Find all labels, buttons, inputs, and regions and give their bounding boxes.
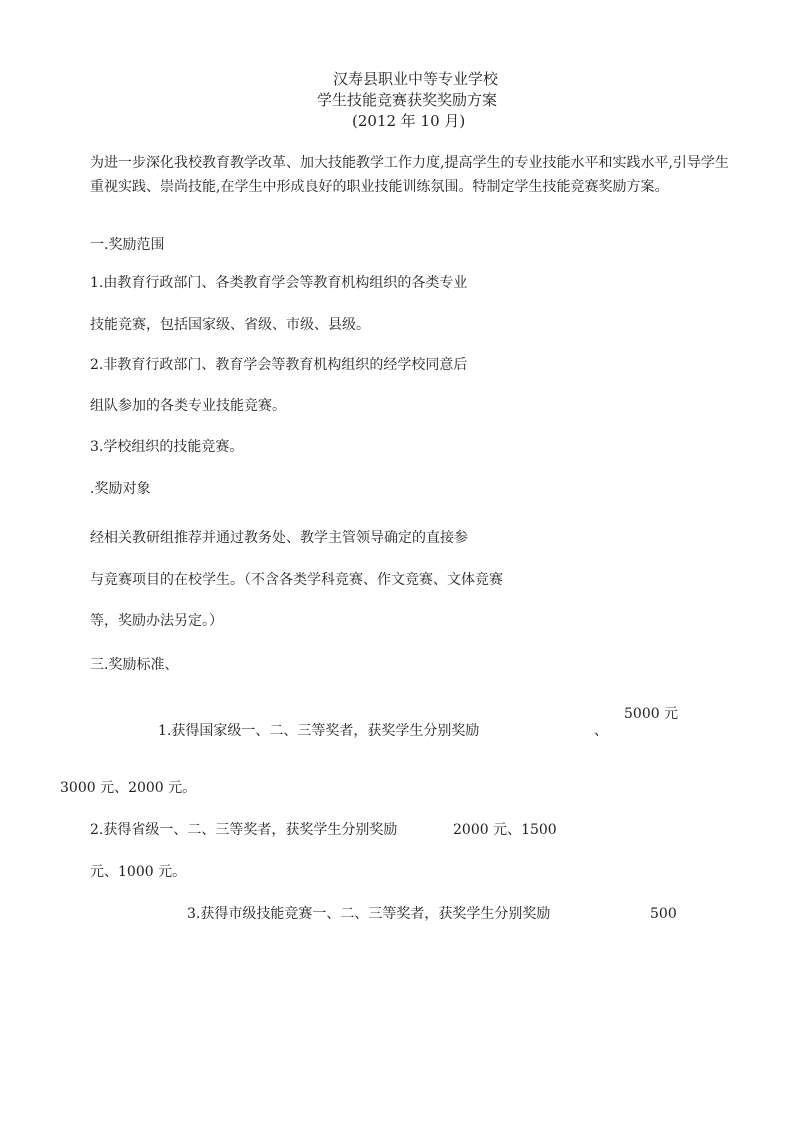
section3-item2-rest: 元、1000 元。 bbox=[90, 864, 187, 880]
section3-item2-text: 2.获得省级一、二、三等奖者，获奖学生分别奖励 bbox=[90, 822, 398, 838]
section3-item1-separator: 、 bbox=[594, 723, 608, 739]
school-name: 汉寿县职业中等专业学校 bbox=[333, 70, 499, 88]
section1-item1-line1: 1.由教育行政部门、各类教育学会等教育机构组织的各类专业 bbox=[90, 275, 468, 291]
section3-item3-text: 3.获得市级技能竞赛一、二、三等奖者，获奖学生分别奖励 bbox=[187, 906, 551, 922]
section3-item3-amount: 500 bbox=[650, 906, 677, 922]
section3-item1-rest: 3000 元、2000 元。 bbox=[60, 780, 197, 796]
plan-date: (2012 年 10 月) bbox=[352, 112, 466, 130]
intro-paragraph: 为进一步深化我校教育教学改革、加大技能教学工作力度,提高学生的专业技能水平和实践水平,引导学生重视实践、崇尚技能,在学生中形成良好的职业技能训练氛围。特制定学生技能竞赛奖励方案。 bbox=[90, 155, 729, 195]
section3-heading: 三.奖励标准、 bbox=[90, 657, 179, 673]
section2-line3: 等，奖励办法另定。） bbox=[90, 613, 223, 629]
section1-item3: 3.学校组织的技能竞赛。 bbox=[90, 439, 244, 455]
section1-heading: 一.奖励范围 bbox=[90, 237, 165, 253]
section2-line1: 经相关教研组推荐并通过教务处、教学主管领导确定的直接参 bbox=[90, 530, 468, 546]
section1-item2-line1: 2.非教育行政部门、教育学会等教育机构组织的经学校同意后 bbox=[90, 357, 468, 373]
section2-heading: .奖励对象 bbox=[90, 481, 151, 497]
section1-item1-line2: 技能竞赛，包括国家级、省级、市级、县级。 bbox=[90, 317, 370, 333]
section3-item1-text: 1.获得国家级一、二、三等奖者，获奖学生分别奖励 bbox=[158, 723, 480, 739]
plan-title: 学生技能竞赛获奖奖励方案 bbox=[317, 91, 498, 109]
section3-item1-amount: 5000 元 bbox=[624, 706, 679, 722]
section1-item2-line2: 组队参加的各类专业技能竞赛。 bbox=[90, 398, 286, 414]
section2-line2: 与竞赛项目的在校学生。（不含各类学科竞赛、作文竞赛、文体竞赛 bbox=[90, 572, 503, 588]
section3-item2-amount: 2000 元、1500 bbox=[453, 822, 557, 838]
